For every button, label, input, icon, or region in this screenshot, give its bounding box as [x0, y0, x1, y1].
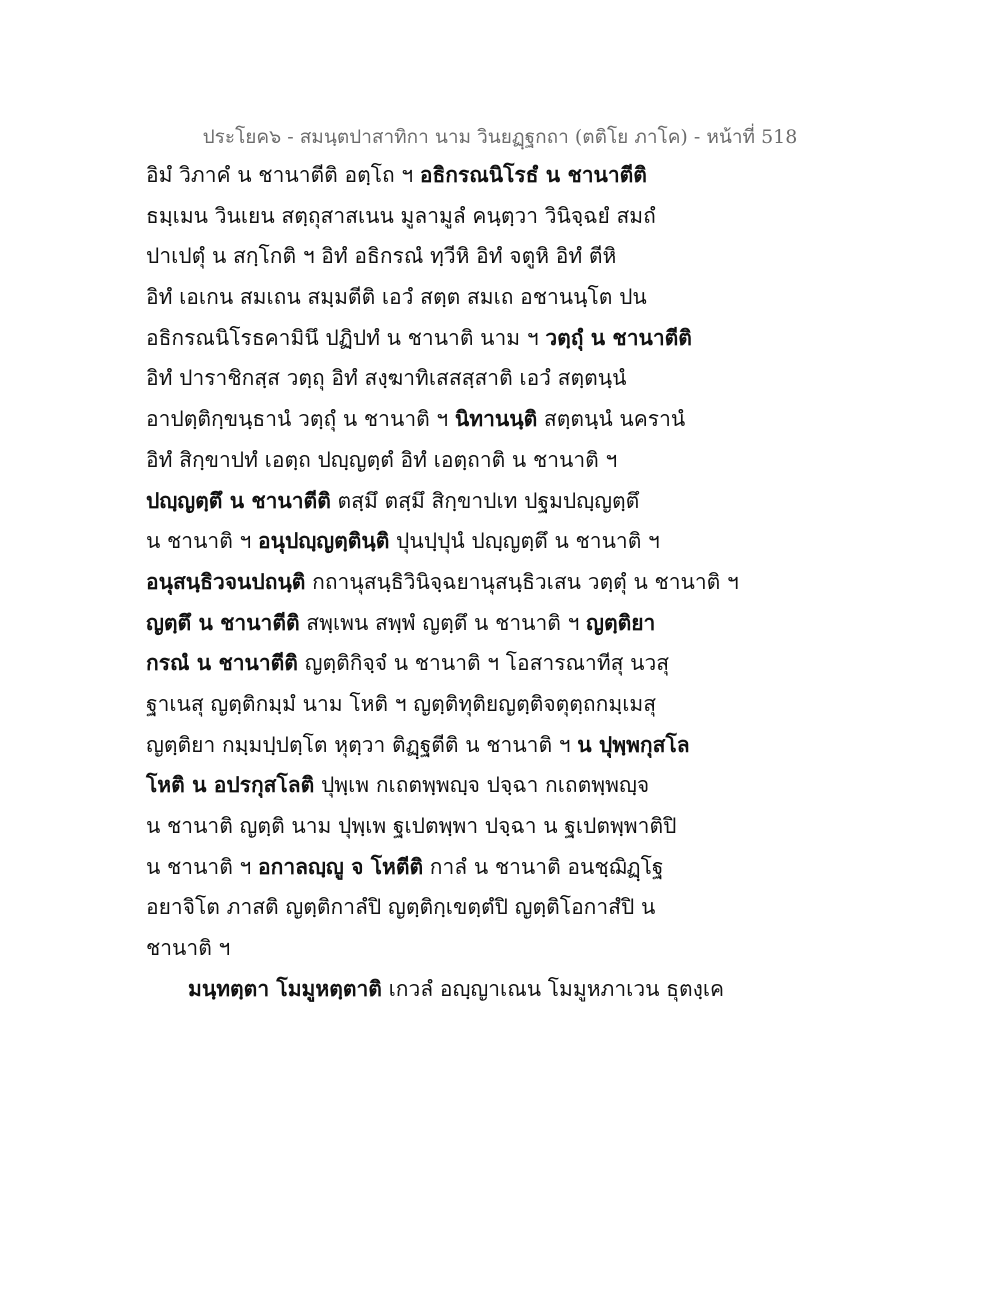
text-line [146, 646, 866, 687]
text-line [146, 199, 866, 240]
text-segment: ฐาเนสุ ญตฺติกมฺมํ นาม โหติ ฯ ญตฺติทุติยญตฺติจตุตฺถกมฺเมสุ [146, 691, 657, 716]
text-segment: สตฺตนฺนํ นครานํ [537, 407, 686, 432]
bold-term: โหติ น อปรกุสโลติ [146, 772, 315, 798]
text-line [146, 890, 866, 931]
document-body [146, 158, 866, 1012]
text-line [146, 850, 866, 891]
bold-term: ญตฺติยา [586, 609, 656, 635]
text-segment: ปาเปตุํ น สกฺโกติ ฯ อิทํ อธิกรณํ ทฺวีหิ อิทํ จตูหิ อิทํ ตีหิ [146, 244, 617, 269]
bold-term: ปญฺญตฺตึ น ชานาตีติ [146, 487, 331, 513]
text-segment: ปุพฺเพ กเถตพฺพญฺจ ปจฺฉา กเถตพฺพญฺจ [314, 773, 650, 798]
text-line [146, 728, 866, 769]
page-header: ประโยค๖ - สมนฺตปาสาทิกา นาม วินยฏฺฐกถา (ตติโย ภาโค) - หน้าที่ 518 [202, 126, 798, 148]
text-segment: น ชานาติ ญตฺติ นาม ปุพฺเพ ฐเปตพฺพา ปจฺฉา น ฐเปตพฺพาติปิ [146, 814, 677, 838]
text-segment: อาปตฺติกฺขนฺธานํ วตฺถุํ น ชานาติ ฯ [146, 407, 455, 432]
text-line [146, 524, 866, 565]
text-line [146, 443, 866, 484]
text-segment: ญตฺติยา กมฺมปฺปตฺโต หุตฺวา ติฏฺฐตีติ น ชานาติ ฯ [146, 732, 578, 757]
bold-term: อนุปญฺญตฺตินฺติ [258, 528, 390, 554]
bold-term: น ปุพฺพกุสโล [577, 731, 690, 757]
text-segment: น ชานาติ ฯ [146, 854, 259, 879]
bold-term: กรณํ น ชานาตีติ [146, 650, 298, 676]
text-segment: ธมฺเมน วินเยน สตฺถุสาสเนน มูลามูลํ คนฺตฺวา วินิจฺฉยํ สมถํ [146, 203, 656, 228]
text-segment: ปุนปฺปุนํ ปญฺญตฺตึ น ชานาติ ฯ [389, 529, 660, 554]
text-segment: น ชานาติ ฯ [146, 529, 259, 554]
text-line [146, 158, 866, 199]
text-segment: อธิกรณนิโรธคามินึ ปฏิปทํ น ชานาติ นาม ฯ [146, 325, 546, 350]
bold-term: วตฺถุํ น ชานาตีติ [545, 324, 692, 350]
text-line [146, 565, 866, 606]
bold-term: อนุสนฺธิวจนปถนฺติ [146, 568, 306, 594]
bold-term: อธิกรณนิโรธํ น ชานาตีติ [419, 162, 647, 187]
bold-term: มนฺทตฺตา โมมูหตฺตาติ [188, 975, 382, 1001]
text-line [146, 809, 866, 850]
text-line [146, 484, 866, 525]
text-line [146, 239, 866, 280]
bold-term: อกาลญฺญู จ โหตีติ [258, 853, 424, 879]
text-segment: ตสฺมึ ตสฺมึ สิกฺขาปเท ปฐมปญฺญตฺตึ [330, 488, 640, 513]
bold-term: ญตฺตึ น ชานาตีติ [146, 609, 300, 635]
text-line [146, 402, 866, 443]
text-line [146, 321, 866, 362]
text-line [146, 768, 866, 809]
text-segment: อิทํ สิกฺขาปทํ เอตฺถ ปญฺญตฺตํ อิทํ เอตฺถาติ น ชานาติ ฯ [146, 447, 618, 472]
text-segment: เกวลํ อญฺญาเณน โมมูหภาเวน ธุตงฺเค [381, 976, 725, 1001]
text-segment: อิทํ ปาราชิกสฺส วตฺถุ อิทํ สงฺฆาทิเสสสฺสาติ เอวํ สตฺตนฺนํ [146, 366, 627, 391]
text-line [146, 361, 866, 402]
text-segment: ชานาติ ฯ [146, 936, 231, 961]
text-segment: อิทํ เอเกน สมเถน สมฺมตีติ เอวํ สตฺต สมเถ อชานนฺโต ปน [146, 285, 647, 310]
text-segment: อิมํ วิภาคํ น ชานาตีติ อตฺโถ ฯ [146, 163, 420, 187]
text-line [146, 280, 866, 321]
text-segment: อยาจิโต ภาสติ ญตฺติกาลํปิ ญตฺติกฺเขตฺตํปิ ญตฺติโอกาสํปิ น [146, 895, 656, 920]
text-line [146, 931, 866, 972]
text-segment: ญตฺติกิจฺจํ น ชานาติ ฯ โอสารณาทีสุ นวสุ [297, 651, 670, 676]
text-line [146, 687, 866, 728]
text-segment: กาลํ น ชานาติ อนชฺฌิฏฺโฐ [423, 854, 664, 879]
text-line [146, 606, 866, 647]
text-segment: สพฺเพน สพฺพํ ญตฺตึ น ชานาติ ฯ [299, 610, 587, 635]
text-line [146, 972, 866, 1013]
text-segment: กถานุสนฺธิวินิจฺฉยานุสนฺธิวเสน วตฺตุํ น ชานาติ ฯ [305, 569, 739, 594]
bold-term: นิทานนฺติ [454, 406, 538, 432]
